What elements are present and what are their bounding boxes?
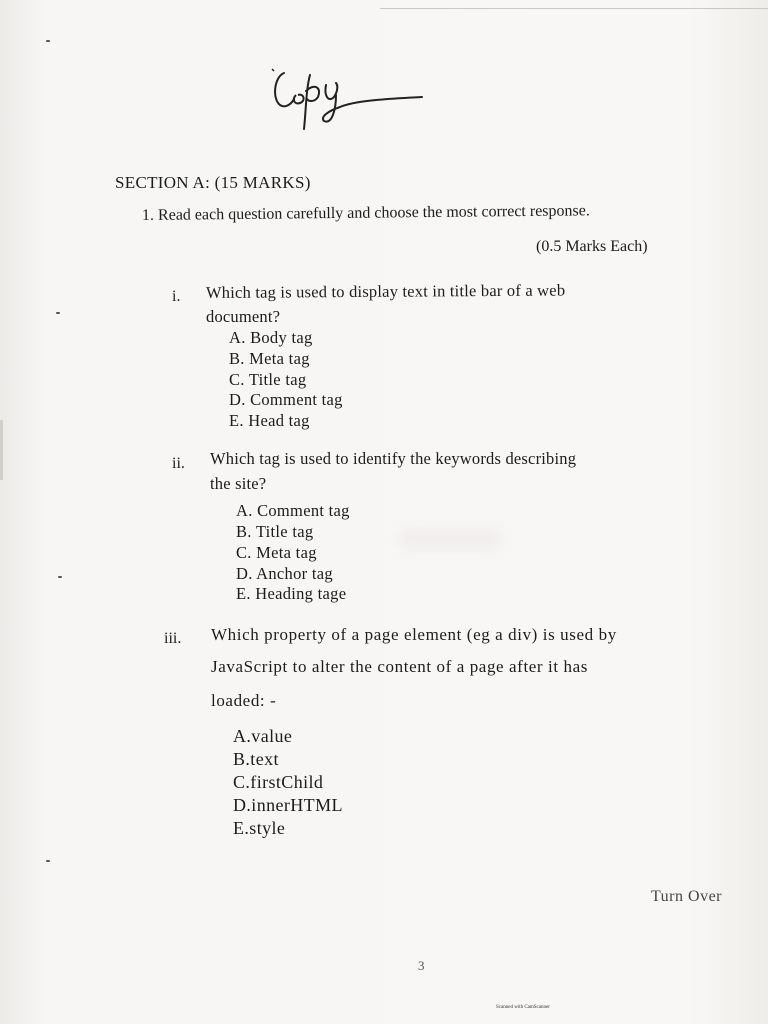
option: D. Comment tag [229,390,343,409]
scan-edge-line [380,8,768,9]
option: E.style [233,818,286,838]
option: D.innerHTML [233,795,343,815]
option: C.firstChild [233,772,324,792]
scan-left-edge [0,420,3,480]
option: E. Head tag [229,411,310,430]
section-title: SECTION A: (15 MARKS) [115,173,311,192]
question-text-line3: loaded: - [211,691,277,710]
option: C. Title tag [229,370,307,389]
punch-mark [46,40,50,42]
option: B.text [233,749,279,769]
option: B. Title tag [236,522,314,541]
question-number: i. [172,288,181,305]
option: A.value [233,726,293,746]
page-number: 3 [418,958,425,973]
option: C. Meta tag [236,543,317,562]
question-text-line2: JavaScript to alter the content of a page after it has [211,657,588,676]
option: E. Heading tage [236,584,347,603]
question-number: ii. [172,455,185,472]
question-text-line2: document? [206,307,281,326]
question-text-line1: Which tag is used to identify the keywords describing [210,449,577,468]
question-number: iii. [164,630,182,647]
signature-copy [262,55,432,135]
question-text-line2: the site? [210,474,267,493]
option: B. Meta tag [229,349,310,368]
option: A. Comment tag [236,501,350,520]
punch-mark [58,576,62,578]
option: A. Body tag [229,328,313,347]
instruction-text: 1. Read each question carefully and choose the most correct response. [141,202,590,224]
punch-mark [46,860,50,862]
punch-mark [56,312,60,314]
turn-over-note: Turn Over [650,888,722,905]
option: D. Anchor tag [236,564,333,583]
question-text-line1: Which tag is used to display text in title bar of a web [205,280,566,302]
scanner-watermark: Scanned with CamScanner [496,1005,550,1010]
scan-smudge [400,530,500,548]
question-text-line1: Which property of a page element (eg a div) is used by [211,625,617,644]
marks-note: (0.5 Marks Each) [536,238,648,255]
